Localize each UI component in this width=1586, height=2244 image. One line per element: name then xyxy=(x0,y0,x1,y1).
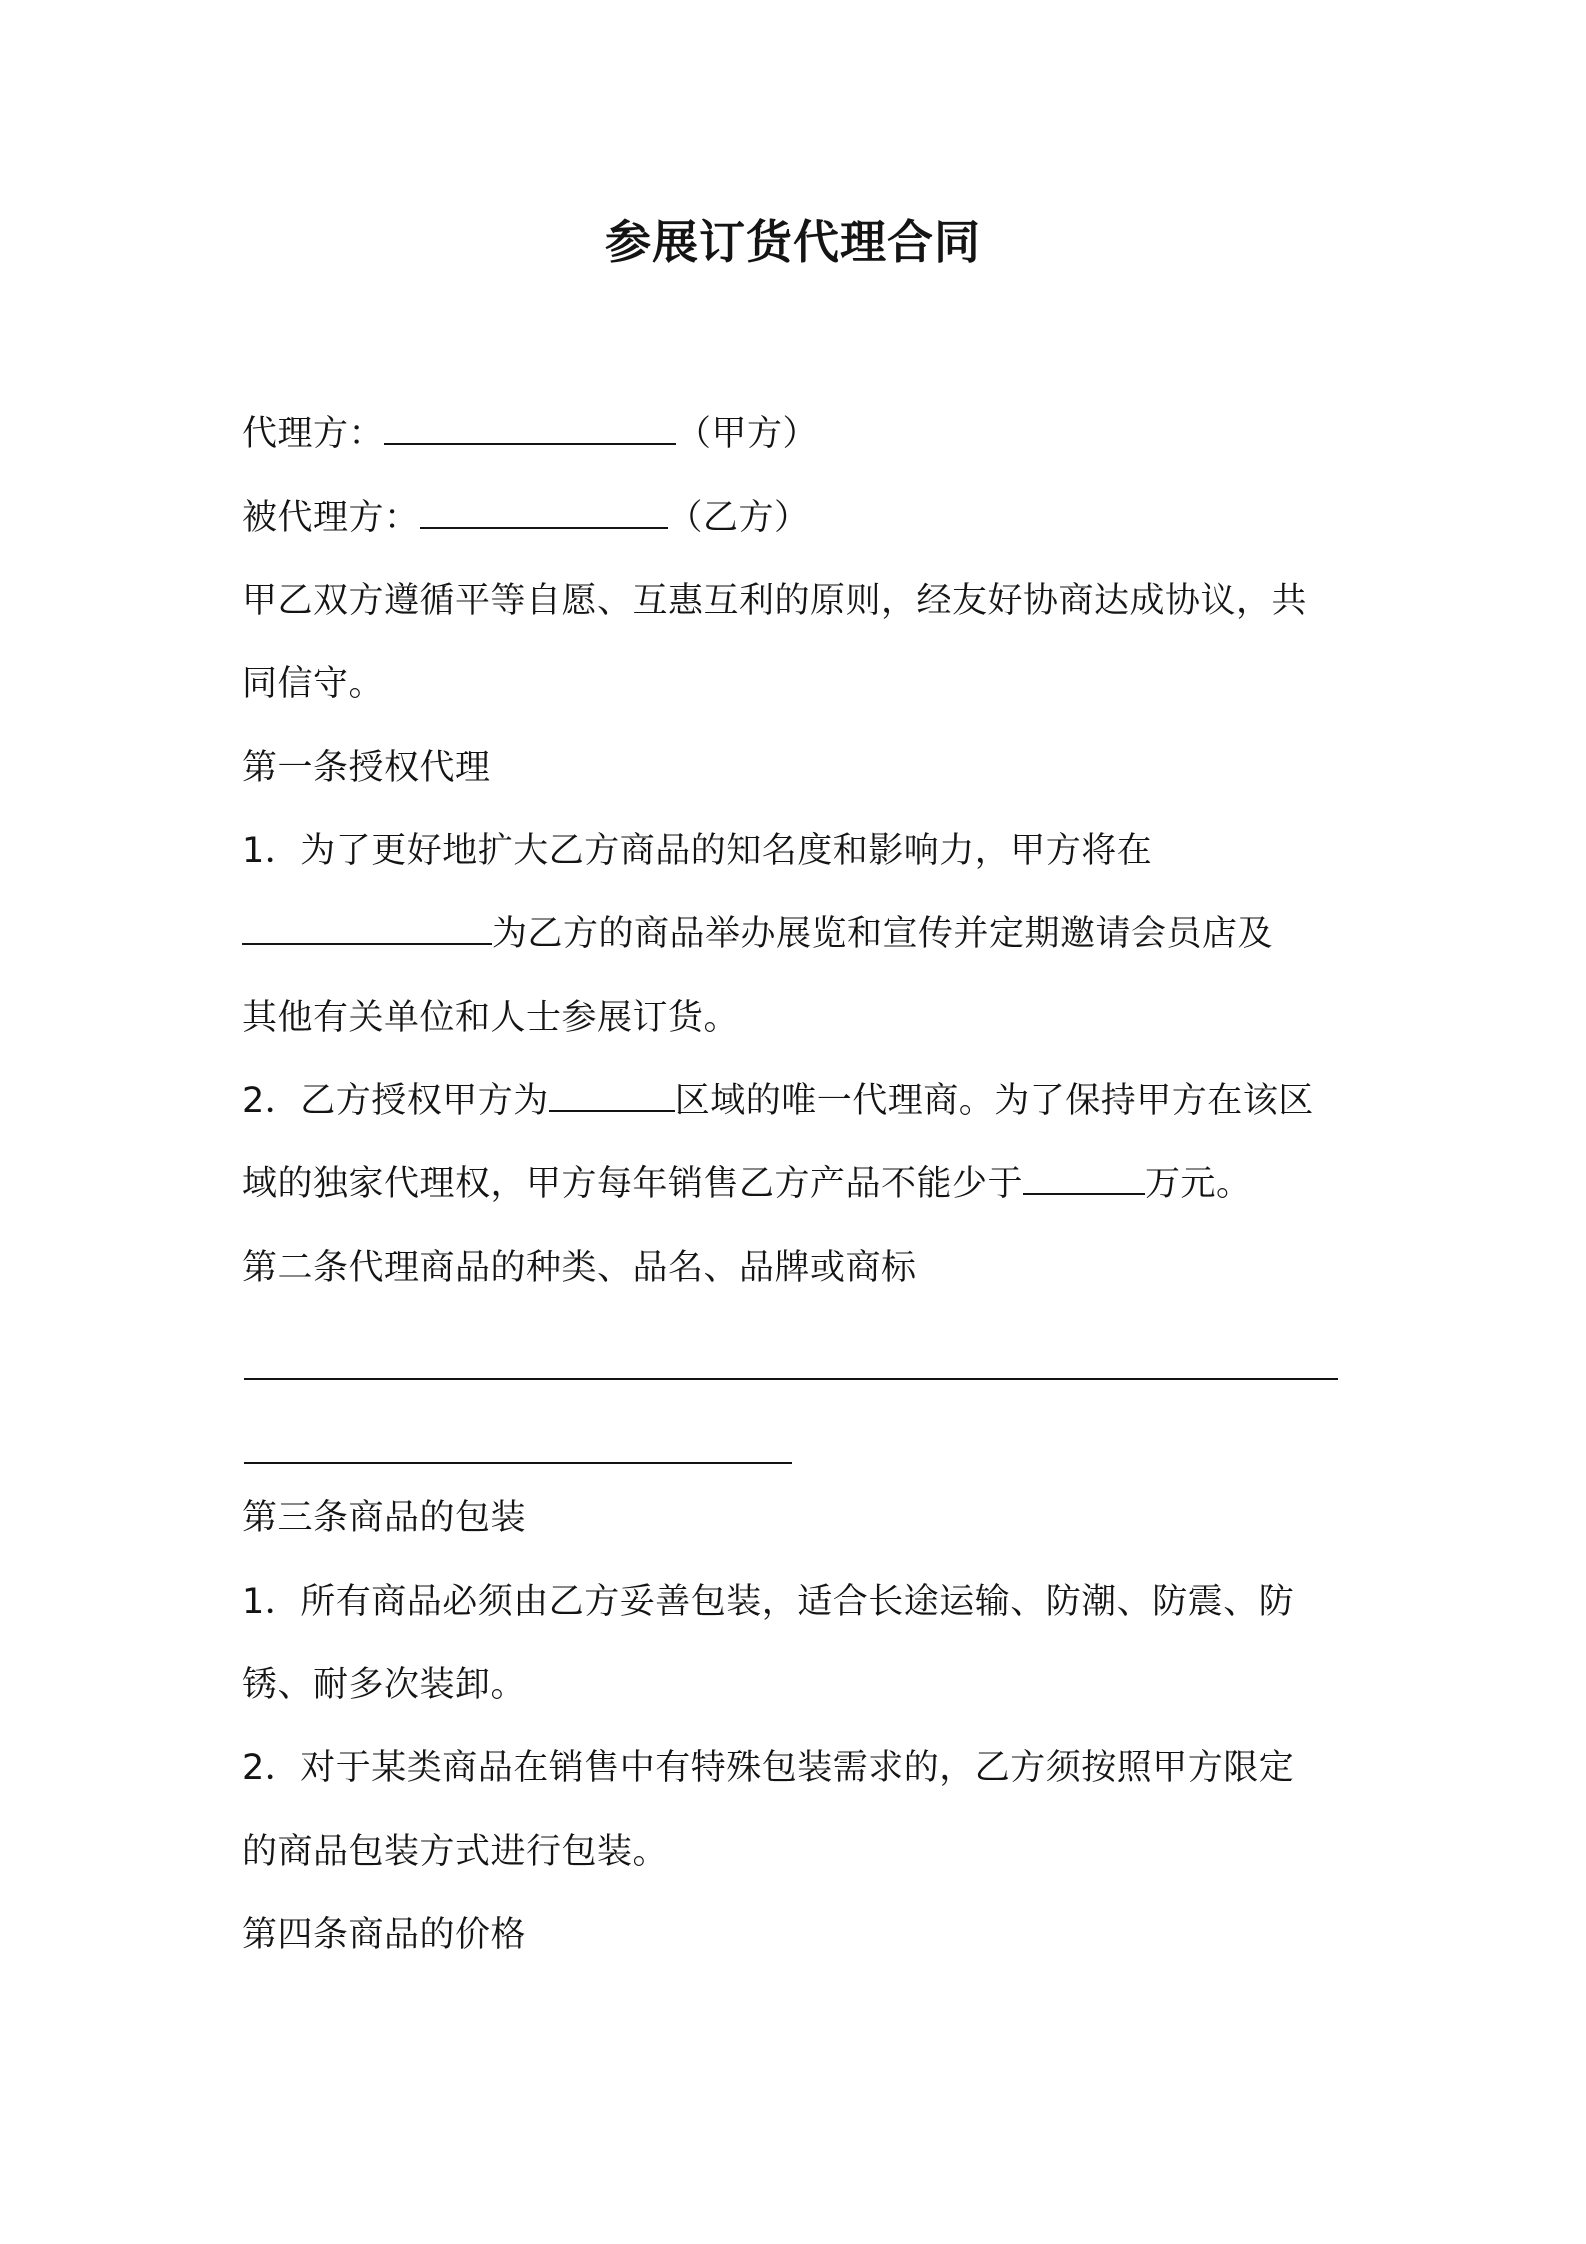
party-a-label: 代理方： xyxy=(242,414,385,454)
article-1-item-2-text-d: 万元。 xyxy=(1145,1164,1252,1204)
party-a-suffix: （甲方） xyxy=(676,414,819,454)
party-b-suffix: （乙方） xyxy=(667,498,810,538)
exhibition-location-blank[interactable] xyxy=(242,911,492,945)
article-1-item-2-line-1 xyxy=(242,1077,1314,1125)
article-1-item-1-line-3: 其他有关单位和人士参展订货。 xyxy=(242,998,740,1038)
article-1-item-1-line-2-text: 为乙方的商品举办展览和宣传并定期邀请会员店及 xyxy=(492,914,1274,954)
preamble-line-1: 甲乙双方遵循平等自愿、互惠互利的原则，经友好协商达成协议，共 xyxy=(242,581,1308,621)
product-types-blank-1[interactable] xyxy=(244,1378,1338,1380)
article-1-item-2-text-b: 区域的唯一代理商。为了保持甲方在该区 xyxy=(674,1081,1314,1121)
article-1-item-1-line-2 xyxy=(242,910,1273,958)
article-3-item-1-line-1: 1．所有商品必须由乙方妥善包装，适合长途运输、防潮、防震、防 xyxy=(242,1582,1295,1622)
article-2-heading: 第二条代理商品的种类、品名、品牌或商标 xyxy=(242,1248,917,1288)
article-1-item-2-text-a: 2．乙方授权甲方为 xyxy=(242,1081,549,1121)
article-1-heading: 第一条授权代理 xyxy=(242,748,491,788)
party-a-line xyxy=(242,410,818,458)
article-1-item-2-text-c: 域的独家代理权，甲方每年销售乙方产品不能少于 xyxy=(242,1164,1024,1204)
document-title: 参展订货代理合同 xyxy=(605,215,981,269)
article-1-item-1-line-1: 1．为了更好地扩大乙方商品的知名度和影响力，甲方将在 xyxy=(242,831,1153,871)
party-b-line xyxy=(242,494,810,542)
article-1-item-2-line-2 xyxy=(242,1160,1252,1208)
article-3-item-1-line-2: 锈、耐多次装卸。 xyxy=(242,1665,527,1705)
preamble-line-2: 同信守。 xyxy=(242,664,385,704)
party-b-label: 被代理方： xyxy=(242,498,420,538)
article-3-item-2-line-1: 2．对于某类商品在销售中有特殊包装需求的，乙方须按照甲方限定 xyxy=(242,1748,1295,1788)
article-3-item-2-line-2: 的商品包装方式进行包装。 xyxy=(242,1832,669,1872)
product-types-blank-2[interactable] xyxy=(244,1462,792,1464)
region-blank[interactable] xyxy=(549,1078,675,1112)
party-b-blank[interactable] xyxy=(420,495,668,529)
sales-amount-blank[interactable] xyxy=(1023,1161,1145,1195)
article-4-heading: 第四条商品的价格 xyxy=(242,1915,527,1955)
party-a-blank[interactable] xyxy=(384,411,676,445)
article-3-heading: 第三条商品的包装 xyxy=(242,1498,527,1538)
